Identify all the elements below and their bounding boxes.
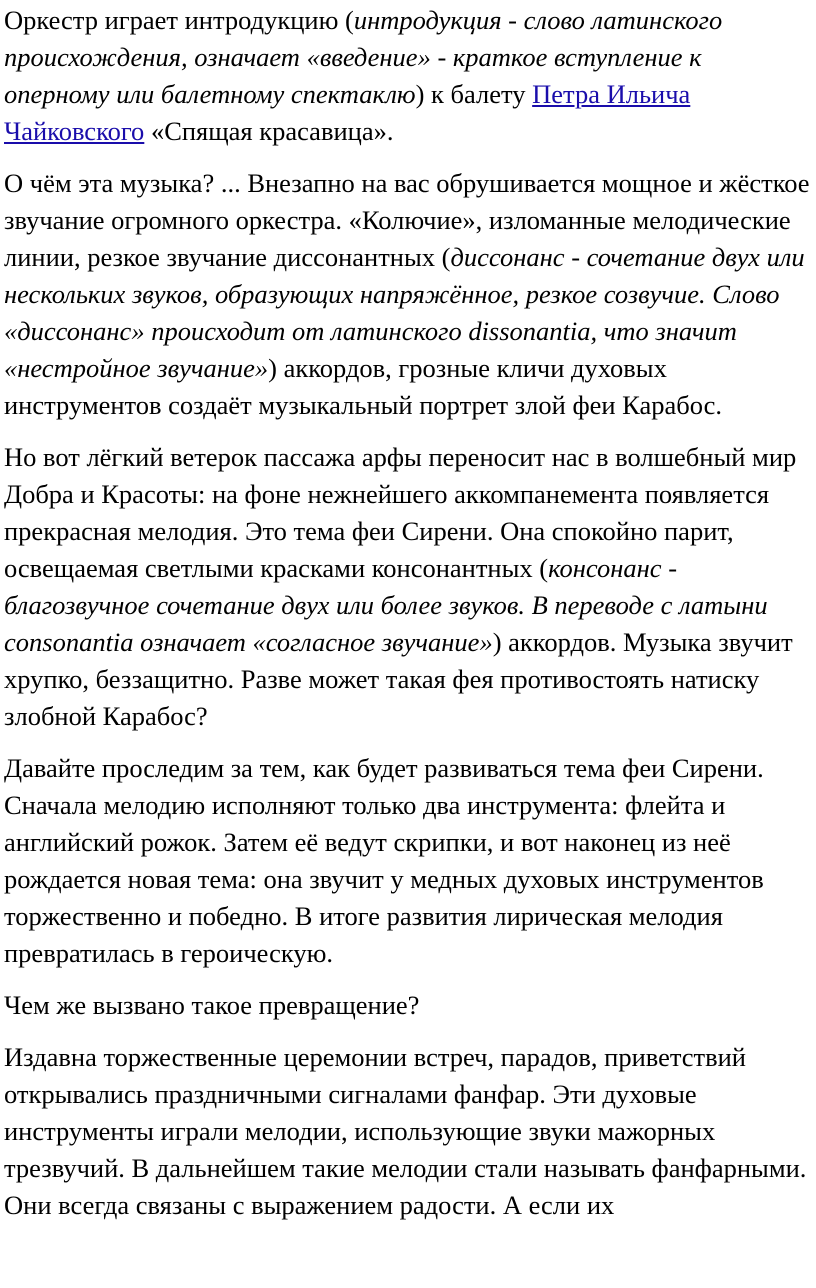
paragraph-theme-development: Давайте проследим за тем, как будет развиваться тема феи Сирени. Сначала мелодию исполняют только два инструмента: флейта и английский рожок. Затем её ведут скрипки, и вот наконец из неё рождается новая тема: она звучит у медных духовых инструментов торжественно и победно. В итоге развития лирическая мелодия превратилась в героическую. bbox=[4, 753, 764, 968]
paragraph-text: ) к балету bbox=[415, 79, 533, 109]
paragraph-carabosse bbox=[4, 165, 810, 424]
paragraph-text: Но вот лёгкий ветерок пассажа арфы переносит нас в волшебный мир Добра и Красоты: на фоне нежнейшего аккомпанемента появляется прекрасная мелодия. Это тема феи Сирени. Она спокойно парит, освещаемая светлыми красками консонантных ( bbox=[4, 442, 797, 583]
paragraph-text: «Спящая красавица». bbox=[144, 116, 394, 146]
paragraph-introduction bbox=[4, 2, 810, 150]
paragraph-text: ) аккордов, грозные кличи духовых инструментов создаёт музыкальный портрет злой феи Карабос. bbox=[4, 353, 723, 420]
paragraph-text: О чём эта музыка? ... Внезапно на вас обрушивается мощное и жёсткое звучание огромного оркестра. «Колючие», изломанные мелодические линии, резкое звучание диссонантных ( bbox=[4, 168, 810, 272]
definition-consonance: консонанс - благозвучное сочетание двух или более звуков. В переводе с латыни consonantia означает «согласное звучание» bbox=[4, 553, 768, 657]
definition-introduction: интродукция - слово латинского происхождения, означает «введение» - краткое вступление к оперному или балетному спектаклю bbox=[4, 5, 723, 109]
paragraph-text: ) аккордов. Музыка звучит хрупко, беззащитно. Разве может такая фея противостоять натиску злобной Карабос? bbox=[4, 627, 793, 731]
definition-dissonance: диссонанс - сочетание двух или нескольких звуков, образующих напряжённое, резкое созвучие. Слово «диссонанс» происходит от латинского dissonantia, что значит «нестройное звучание» bbox=[4, 242, 805, 383]
paragraph-text: Оркестр играет интродукцию ( bbox=[4, 5, 354, 35]
paragraph-question: Чем же вызвано такое превращение? bbox=[4, 990, 420, 1020]
paragraph-lilac-fairy bbox=[4, 439, 810, 735]
tchaikovsky-link[interactable]: Петра Ильича Чайковского bbox=[4, 79, 691, 146]
paragraph-fanfares: Издавна торжественные церемонии встреч, парадов, приветствий открывались праздничными сигналами фанфар. Эти духовые инструменты играли мелодии, использующие звуки мажорных трезвучий. В дальнейшем такие мелодии стали называть фанфарными. Они всегда связаны с выражением радости. А если их bbox=[4, 1042, 807, 1220]
